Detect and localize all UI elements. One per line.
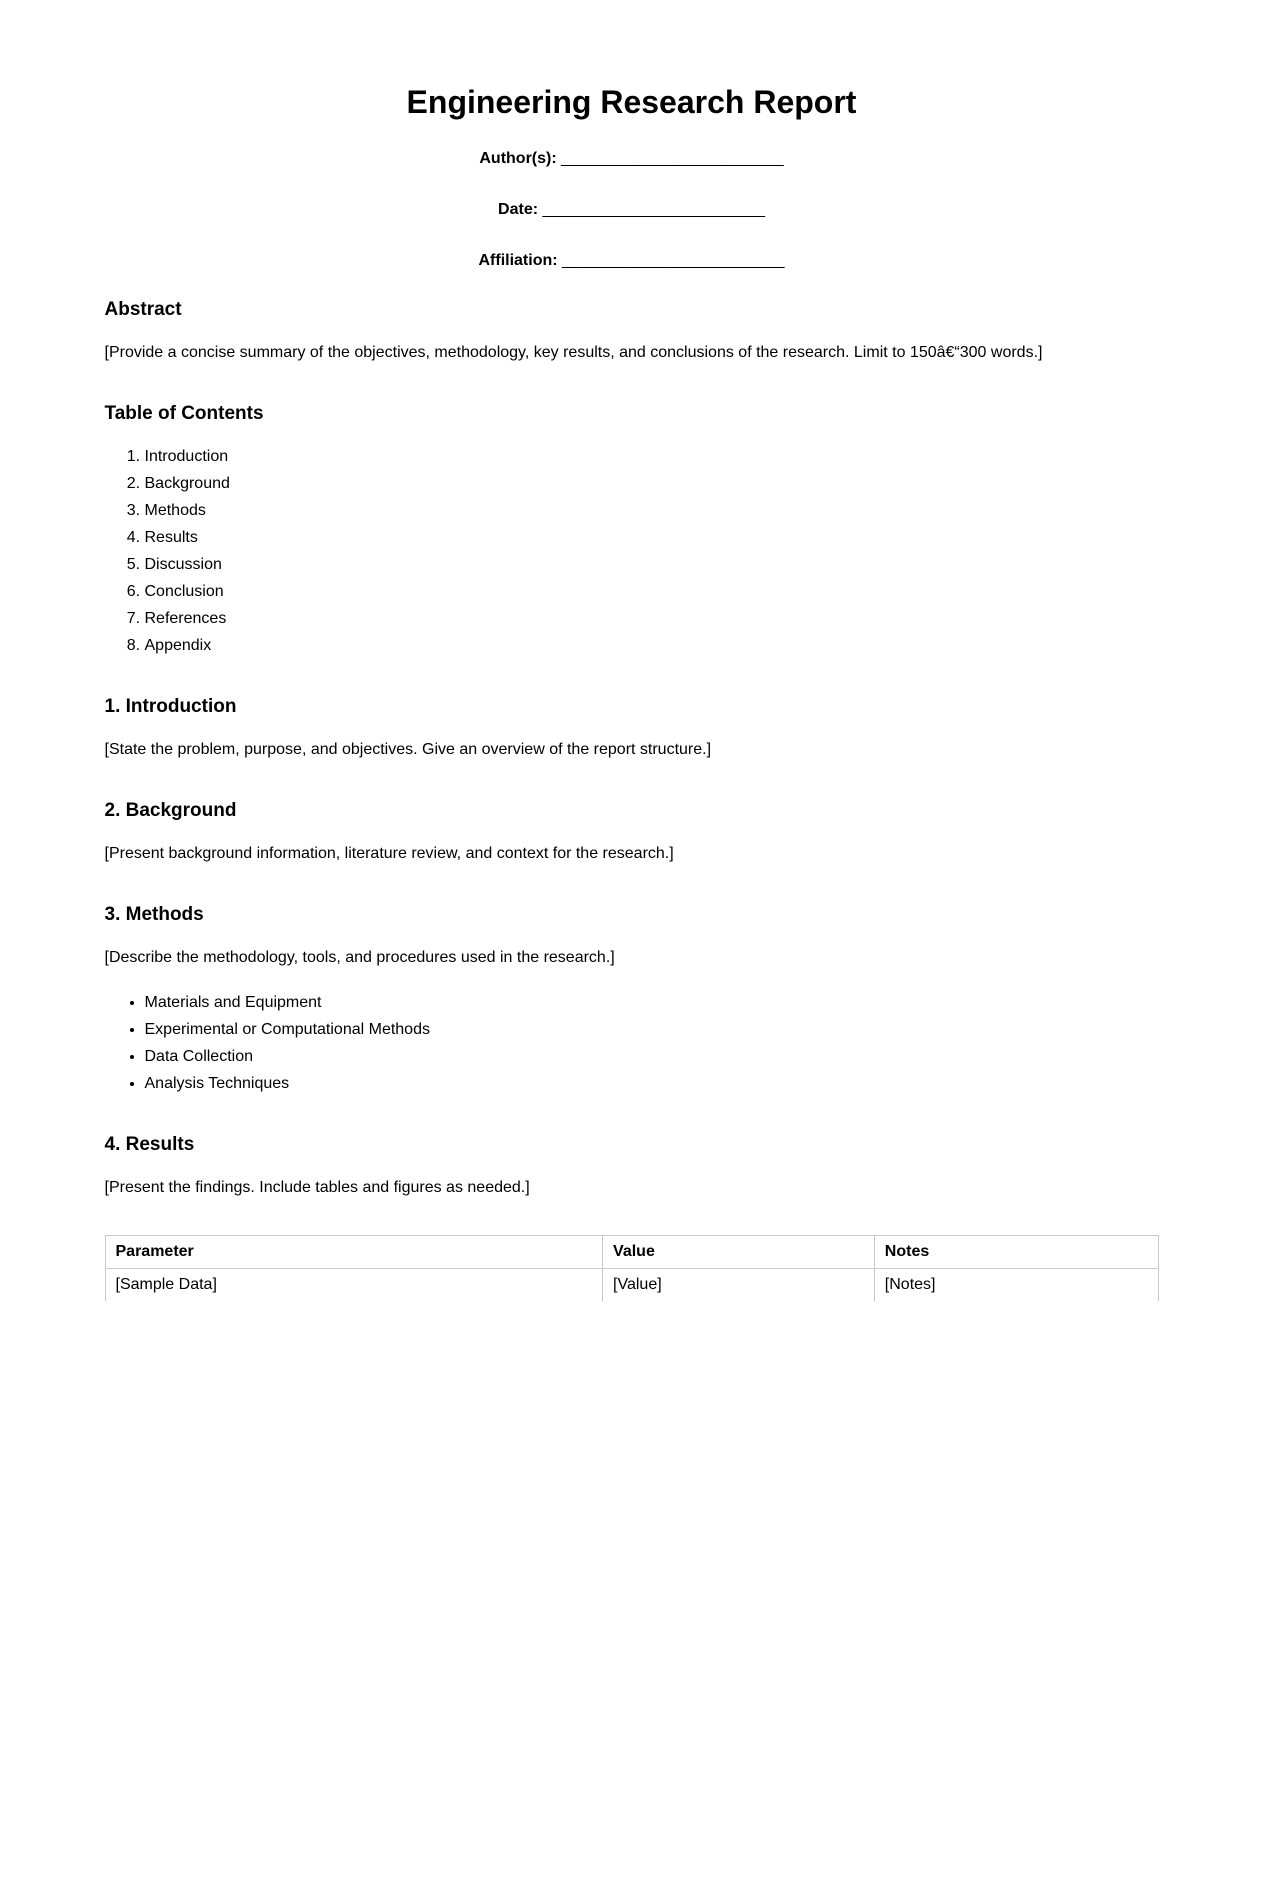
date-blank: _________________________ xyxy=(542,201,765,218)
methods-heading: 3. Methods xyxy=(104,904,204,925)
date-label: Date: xyxy=(498,201,539,218)
methods-item-analysis: • Analysis Techniques xyxy=(145,1070,1159,1097)
cell-value: [Value] xyxy=(603,1269,875,1302)
methods-item-experimental: • Experimental or Computational Methods xyxy=(145,1016,1159,1043)
results-table xyxy=(105,1235,1159,1301)
methods-list xyxy=(105,989,1159,1097)
toc-heading: Table of Contents xyxy=(104,403,264,424)
affiliation-line xyxy=(105,247,1159,274)
results-heading: 4. Results xyxy=(104,1134,195,1155)
toc-list xyxy=(105,443,1159,659)
cell-notes: [Notes] xyxy=(874,1269,1158,1302)
authors-label: Author(s): xyxy=(479,150,557,167)
document-page xyxy=(105,0,1159,1301)
methods-text: [Describe the methodology, tools, and procedures used in the research.] xyxy=(104,949,615,966)
table-header-row xyxy=(105,1236,1158,1269)
methods-item-materials: • Materials and Equipment xyxy=(145,989,1159,1016)
toc-item-discussion: 5. Discussion xyxy=(145,551,1159,578)
toc-item-conclusion: 6. Conclusion xyxy=(145,578,1159,605)
abstract-heading: Abstract xyxy=(104,299,182,320)
abstract-text: [Provide a concise summary of the objectives, methodology, key results, and conclusions of the research. Limit to 150â€“300 words.] xyxy=(104,344,1043,361)
background-heading: 2. Background xyxy=(104,800,237,821)
authors-blank: _________________________ xyxy=(561,150,784,167)
authors-line xyxy=(105,145,1159,172)
affiliation-blank: _________________________ xyxy=(562,252,785,269)
column-header-value: Value xyxy=(603,1236,875,1269)
toc-item-methods: 3. Methods xyxy=(145,497,1159,524)
toc-item-references: 7. References xyxy=(145,605,1159,632)
toc-item-introduction: 1. Introduction xyxy=(145,443,1159,470)
results-text: [Present the findings. Include tables and figures as needed.] xyxy=(104,1179,530,1196)
cell-parameter: [Sample Data] xyxy=(105,1269,603,1302)
results-table-container xyxy=(105,1235,1159,1301)
toc-item-results: 4. Results xyxy=(145,524,1159,551)
column-header-notes: Notes xyxy=(874,1236,1158,1269)
table-row xyxy=(105,1269,1158,1302)
introduction-heading: 1. Introduction xyxy=(104,696,237,717)
date-line xyxy=(105,196,1159,223)
toc-item-appendix: 8. Appendix xyxy=(145,632,1159,659)
column-header-parameter: Parameter xyxy=(105,1236,603,1269)
affiliation-label: Affiliation: xyxy=(478,252,558,269)
toc-item-background: 2. Background xyxy=(145,470,1159,497)
document-title: Engineering Research Report xyxy=(406,84,857,120)
background-text: [Present background information, literature review, and context for the research.] xyxy=(104,845,674,862)
methods-item-data-collection: • Data Collection xyxy=(145,1043,1159,1070)
introduction-text: [State the problem, purpose, and objectives. Give an overview of the report structure.] xyxy=(104,741,712,758)
